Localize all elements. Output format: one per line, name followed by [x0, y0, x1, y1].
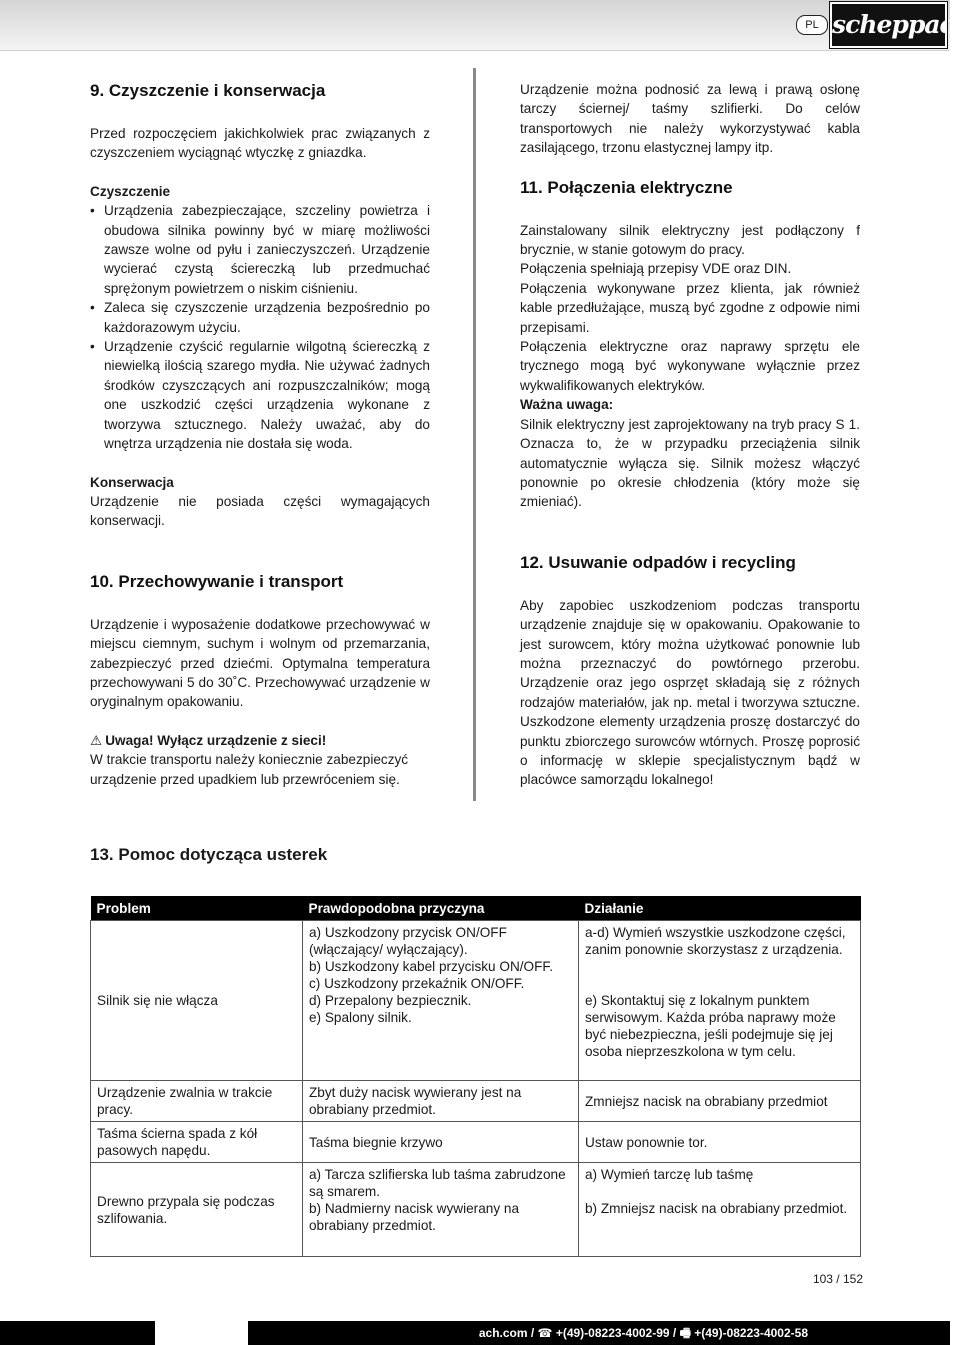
important-text: Silnik elektryczny jest zaprojektowany na tryb pracy S 1. Oznacza to, że w przypadku przeciążenia silnik automatycznie wyłącza się. Silnik możesz włączyć ponownie po okresie chłodzenia (który może się zmieniać).: [520, 416, 860, 510]
page-number: 103 / 152: [812, 1272, 863, 1286]
action-line: a-d) Wymień wszystkie uszkodzone części, zanim ponownie skorzystasz z urządzenia.: [585, 925, 846, 957]
footer-gap: [155, 1321, 248, 1345]
column-header: Działanie: [579, 896, 861, 921]
section-9-title: 9. Czyszczenie i konserwacja: [90, 81, 326, 100]
problem-cell: Drewno przypala się podczas szlifowania.: [91, 1163, 303, 1257]
action-cell: [579, 1163, 861, 1257]
action-cell: [579, 921, 861, 1081]
cause-line: c) Uszkodzony przekaźnik ON/OFF.: [309, 976, 525, 991]
cause-line: e) Spalony silnik.: [309, 1010, 412, 1025]
warning-text: W trakcie transportu należy koniecznie zabezpieczyć urządzenie przed upadkiem lub przewróceniem się.: [90, 752, 409, 787]
table-row: [91, 1163, 861, 1257]
section-10-title: 10. Przechowywanie i transport: [90, 571, 344, 591]
lift-text: Urządzenie można podnosić za lewą i prawą osłonę tarczy ściernej/ taśmy szlifierki. Do celów transportowych nie należy wykorzystywać kabla zasilającego, trzonu elastycznej lampy itp.: [520, 82, 860, 156]
section-12-title: 12. Usuwanie odpadów i recycling: [520, 552, 796, 572]
maintenance-heading: Konserwacja: [90, 474, 174, 490]
problem-cell: Taśma ścierna spada z kół pasowych napędu.: [91, 1122, 303, 1163]
cause-line: a) Uszkodzony przycisk ON/OFF (włączający/ wyłączający).: [309, 925, 507, 957]
cause-line: d) Przepalony bezpiecznik.: [309, 993, 472, 1008]
cause-cell: Taśma biegnie krzywo: [303, 1122, 579, 1163]
cleaning-list: [90, 201, 430, 453]
cause-line: a) Tarcza szlifierska lub taśma zabrudzone są smarem.: [309, 1167, 566, 1199]
problem-cell: Urządzenie zwalnia w trakcie pracy.: [91, 1081, 303, 1122]
section-10-text: Urządzenie i wyposażenie dodatkowe przechowywać w miejscu ciemnym, suchym i wolnym od przemarzania, zabezpieczyć przed dziećmi. Optymalna temperatura przechowywani 5 do 30˚C. Przechowywać urządzenie w oryginalnym opakowaniu.: [90, 616, 430, 710]
section-11-paragraph: Połączenia elektryczne oraz naprawy sprzętu ele trycznego mogą być wykonywane wyłącznie przez wykwalifikowanych elektryków.: [520, 339, 860, 393]
warning-line: [90, 731, 430, 750]
left-column: [90, 80, 430, 789]
cause-cell: Zbyt duży nacisk wywierany jest na obrabiany przedmiot.: [303, 1081, 579, 1122]
cause-line: b) Nadmierny nacisk wywierany na obrabiany przedmiot.: [309, 1201, 520, 1233]
list-item: • Urządzenie czyścić regularnie wilgotną ściereczką z niewielką ilością szarego mydła. Nie używać żadnych środków czyszczących ani rozpuszczalników; mogą one uszkodzić części urządzenia wykonane z tworzywa sztucznego. Należy uważać, aby do wnętrza urządzenia nie dostała się woda.: [90, 337, 430, 453]
action-line: e) Skontaktuj się z lokalnym punktem serwisowym. Każda próba naprawy może być niebezpieczna, jeśli podejmuje się jej osoba nieprzeszkolona w tym celu.: [585, 993, 836, 1059]
problem-cell: Silnik się nie włącza: [91, 921, 303, 1081]
table-row: [91, 1081, 861, 1122]
action-cell: Zmniejsz nacisk na obrabiany przedmiot: [579, 1081, 861, 1122]
table-row: [91, 1122, 861, 1163]
brand-logo: scheppach: [830, 2, 947, 48]
action-line: b) Zmniejsz nacisk na obrabiany przedmiot.: [585, 1201, 848, 1216]
cause-cell: [303, 921, 579, 1081]
warning-triangle-icon: ⚠: [90, 732, 103, 748]
warning-heading: Uwaga! Wyłącz urządzenie z sieci!: [105, 732, 327, 748]
table-row: [91, 921, 861, 1081]
section-11-paragraph: Połączenia spełniają przepisy VDE oraz DIN.: [520, 261, 792, 277]
important-heading: Ważna uwaga:: [520, 397, 614, 413]
column-header: Prawdopodobna przyczyna: [303, 896, 579, 921]
list-item: • Zaleca się czyszczenie urządzenia bezpośrednio po każdorazowym użyciu.: [90, 298, 430, 337]
section-11-paragraph: Połączenia wykonywane przez klienta, jak również kable przedłużające, muszą być zgodne z odpowie nimi przepisami.: [520, 280, 860, 335]
cause-cell: [303, 1163, 579, 1257]
language-badge: PL: [796, 15, 828, 35]
section-11-title: 11. Połączenia elektryczne: [520, 177, 733, 197]
right-column: [520, 80, 860, 790]
maintenance-text: Urządzenie nie posiada części wymagających konserwacji.: [90, 493, 430, 529]
cause-line: b) Uszkodzony kabel przycisku ON/OFF.: [309, 959, 554, 974]
section-11-paragraph: Zainstalowany silnik elektryczny jest podłączony f brycznie, w stanie gotowym do pracy.: [520, 222, 860, 258]
troubleshooting-table: [90, 896, 861, 1257]
action-line: a) Wymień tarczę lub taśmę: [585, 1167, 754, 1182]
section-13-title: 13. Pomoc dotycząca usterek: [90, 845, 328, 864]
section-9-intro: Przed rozpoczęciem jakichkolwiek prac związanych z czyszczeniem wyciągnąć wtyczkę z gniazdka.: [90, 126, 430, 161]
column-divider: [473, 68, 476, 801]
cleaning-heading: Czyszczenie: [90, 183, 171, 199]
footer-contact: ach.com / ☎ +(49)-08223-4002-99 / 🖷 +(49)-08223-4002-58: [478, 1326, 808, 1340]
section-12-text: Aby zapobiec uszkodzeniom podczas transportu urządzenie znajduje się w opakowaniu. Opakowanie to jest surowcem, który można użytkować ponownie lub można przeznaczyć do powtórnego przerobu. Urządzenie oraz jego osprzęt składają się z różnych rodzajów materiałów, jak np. metal i tworzywa sztuczne. Uszkodzone elementy urządzenia proszę dostarczyć do punktu zbiorczego surowców wtórnych. Proszę poprosić o informację w sklepie specjalistycznym bądź w placówce samorządu lokalnego!: [520, 597, 860, 788]
column-header: Problem: [91, 896, 303, 921]
list-item: • Urządzenia zabezpieczające, szczeliny powietrza i obudowa silnika powinny być w miarę możliwości zawsze wolne od pyłu i zanieczyszczeń. Urządzenie wycierać czystą ściereczką lub przedmuchać sprężonym powietrzem o niskim ciśnieniu.: [90, 201, 430, 298]
action-cell: Ustaw ponownie tor.: [579, 1122, 861, 1163]
table-header-row: [91, 896, 861, 921]
